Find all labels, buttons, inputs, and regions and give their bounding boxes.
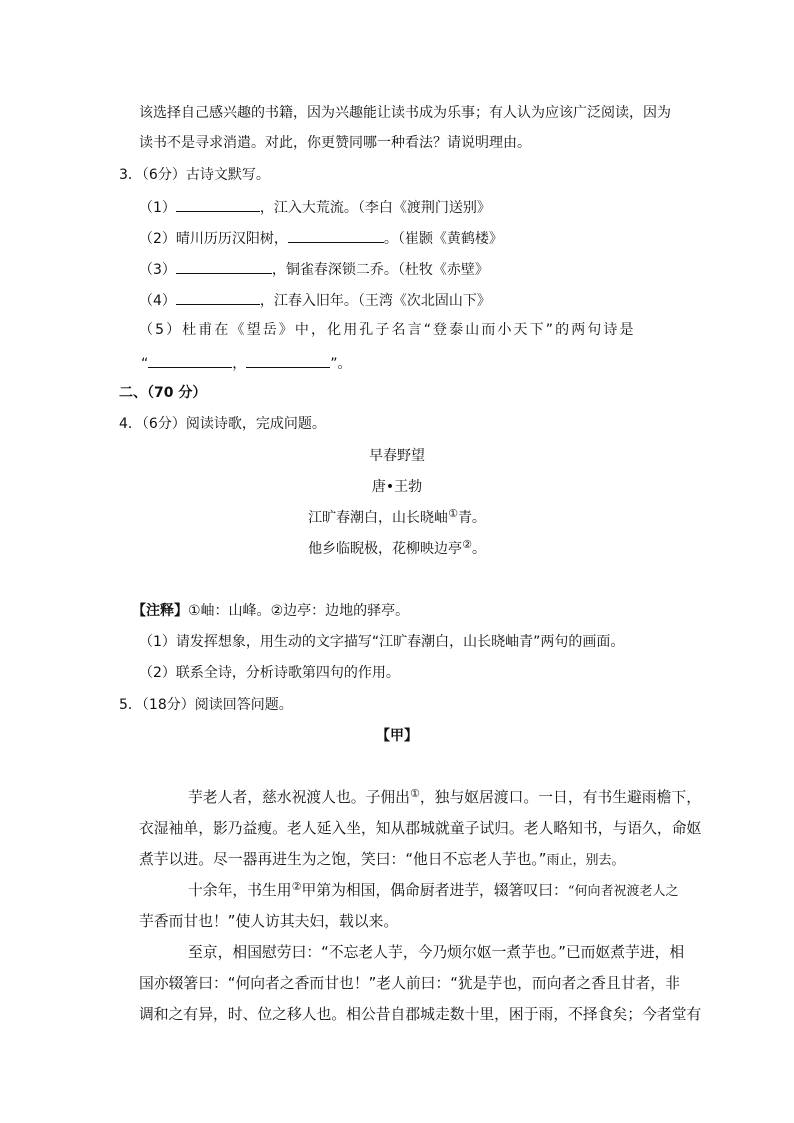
passage-p1-line-3	[139, 850, 624, 871]
q3-item-1-blank[interactable]	[176, 196, 260, 212]
poem-line-1-text-b: 青。	[457, 510, 486, 526]
notes-label: 【注释】	[132, 603, 188, 619]
note-1-text: 岫：山峰。	[200, 603, 271, 619]
q3-item-1-prefix: （1）	[139, 200, 176, 216]
poem-line-2	[0, 539, 794, 560]
q3-item-2-blank[interactable]	[288, 227, 384, 243]
q3-item-1	[139, 196, 491, 218]
passage-p1-line-1	[188, 788, 701, 809]
q3-item-1-suffix: ，江入大荒流。（李白《渡荆门送别》	[259, 200, 491, 216]
q4-sub-2: （2）联系全诗，分析诗歌第四句的作用。	[139, 665, 400, 681]
passage-p3-line-1: 至京，相国慰劳曰：“不忘老人芋，今乃烦尔妪一煮芋也。”已而妪煮芋进，相	[188, 944, 685, 961]
q3-title: 3．（6分）古诗文默写。	[119, 167, 270, 183]
poem-line-2-text-a: 他乡临睨极，花柳映边亭	[308, 541, 463, 557]
q3-item-5-comma: ，	[232, 356, 247, 372]
q3-item-5-line-2	[141, 352, 352, 374]
p1-l1-text-a: 芋老人者，慈水祝渡人也。子佣出	[188, 789, 410, 806]
intro-line-2: 读书不是寻求消遣。对此，你更赞同哪一种看法？请说明理由。	[139, 135, 531, 151]
footnote-2-marker: ②	[462, 538, 472, 551]
p1-l3-text-a: 煮芋以进。尽一器再进生为之饱，笑曰：“他日不忘老人芋也。”	[139, 851, 547, 868]
q5-title: 5．（18分）阅读回答问题。	[119, 697, 293, 713]
q3-item-5-blank-1[interactable]	[148, 352, 232, 368]
passage-p1-line-2: 衣湿袖单，影乃益瘦。老人延入坐，知从郡城就童子试归。老人略知书，与语久，命妪	[139, 820, 702, 837]
q3-item-5-close-quote: ”。	[330, 356, 352, 372]
passage-p3-line-3: 调和之有异，时、位之移人也。相公昔自郡城走数十里，困于雨，不择食矣；今者堂有	[139, 1006, 702, 1023]
q3-item-3-blank[interactable]	[176, 258, 272, 274]
q3-item-4	[139, 289, 491, 311]
q3-item-3-prefix: （3）	[139, 262, 176, 278]
q4-sub-1: （1）请发挥想象，用生动的文字描写“江旷春潮白，山长晓岫青”两句的画面。	[139, 634, 625, 650]
p2-l1-text-c: “何向者祝渡老人之	[567, 884, 679, 899]
passage-p2-line-1	[188, 881, 678, 902]
poem-line-1-text-a: 江旷春潮白，山长晓岫	[308, 510, 449, 526]
poem-notes	[132, 601, 409, 621]
passage-footnote-1-marker: ①	[409, 787, 420, 800]
q3-item-4-suffix: ，江春入旧年。（王湾《次北固山下》	[259, 293, 491, 309]
section-2-title: 二、（70 分）	[119, 385, 207, 401]
q3-item-4-prefix: （4）	[139, 293, 176, 309]
note-1-marker: ①	[188, 603, 201, 619]
q3-item-5-blank-2[interactable]	[246, 352, 330, 368]
q3-item-2-prefix: （2）晴川历历汉阳树，	[139, 231, 288, 247]
p2-l1-text-a: 十余年，书生用	[188, 882, 292, 899]
passage-footnote-2-marker: ②	[291, 880, 302, 893]
q3-item-3-suffix: ，铜雀春深锁二乔。（杜牧《赤壁》	[271, 262, 489, 278]
footnote-1-marker: ①	[448, 507, 458, 520]
poem-author: 唐•王勃	[371, 479, 423, 495]
q3-item-5-line-1: （5）杜甫在《望岳》中，化用孔子名言“登泰山而小天下”的两句诗是	[139, 322, 636, 338]
q3-item-3	[139, 258, 489, 280]
intro-line-1: 该选择自己感兴趣的书籍，因为兴趣能让读书成为乐事；有人认为应该广泛阅读，因为	[139, 105, 671, 121]
passage-label-jia: 【甲】	[376, 728, 418, 744]
note-2-marker: ②	[270, 603, 284, 619]
q3-item-4-blank[interactable]	[176, 289, 260, 305]
note-2-text: 边亭：边地的驿亭。	[283, 603, 410, 619]
p1-l3-text-b: 雨止，别去。	[546, 853, 625, 868]
poem-title: 早春野望	[369, 448, 425, 464]
p2-l1-text-b: 甲第为相国，偶命厨者进芋，辍箸叹曰：	[301, 882, 568, 899]
poem-line-1	[0, 508, 794, 529]
q3-item-2-suffix: 。（崔颢《黄鹤楼》	[383, 231, 503, 247]
passage-p3-line-2: 国亦辍箸曰：“何向者之香而甘也！”老人前曰：“犹是芋也，而向者之香且甘者，非	[139, 975, 680, 992]
q4-title: 4．（6分）阅读诗歌，完成问题。	[119, 416, 326, 432]
poem-line-2-text-b: 。	[471, 541, 486, 557]
q3-item-2	[139, 227, 503, 249]
passage-p2-line-2: 芋香而甘也！”使人访其夫妇，载以来。	[139, 913, 399, 930]
p1-l1-text-b: ，独与妪居渡口。一日，有书生避雨檐下，	[419, 789, 701, 806]
q3-item-5-open-quote: “	[141, 356, 149, 372]
